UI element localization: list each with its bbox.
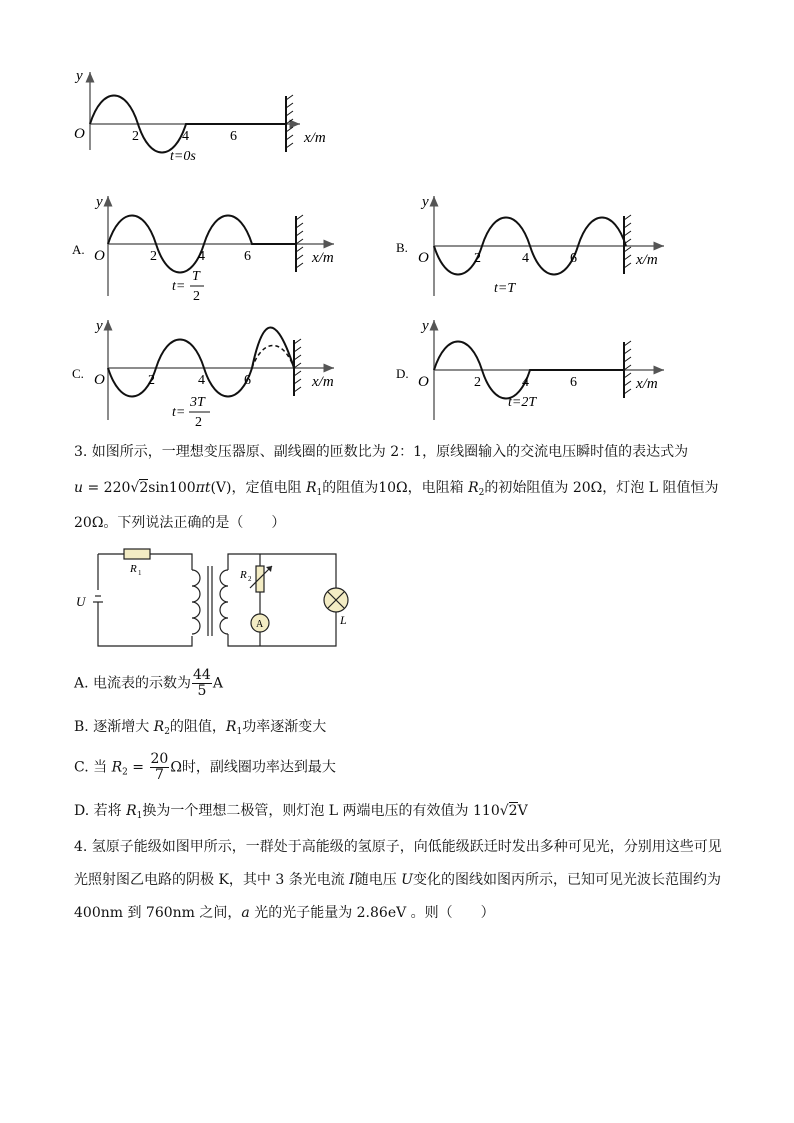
eq-amp: = 220 [83, 480, 131, 496]
opt-b-text-2: 的阻值， [169, 719, 226, 735]
figure-option-d [396, 318, 664, 420]
opt-a-num: 44 [193, 667, 211, 683]
q4-line-1 [74, 838, 722, 856]
opt-c-text-1: C. 当 [74, 759, 112, 776]
tick-2: 2 [474, 251, 481, 266]
opt-d-text-2: 换为一个理想二极管，则灯泡 L 两端电压的有效值为 110 [142, 803, 500, 819]
origin-label: O [94, 248, 105, 264]
tick-4: 4 [522, 251, 529, 266]
opt-d-rad: 2 [508, 803, 518, 819]
opt-a-text: A. 电流表的示数为 [74, 675, 192, 692]
axis-y-label: y [422, 318, 429, 334]
figure-option-b [396, 194, 664, 296]
q3-option-b: B. 逐渐增大 $R_2$的阻值，$R_1$功率逐渐变大 [74, 719, 327, 737]
wave-figures [0, 0, 794, 440]
r2-label: R [240, 569, 247, 581]
axis-y-label: y [96, 318, 103, 334]
axis-x-label: x/m [636, 376, 658, 392]
tick-6: 6 [230, 129, 237, 144]
opt-d-unit: V [517, 803, 528, 819]
q3-stem-1: 3. 如图所示，一理想变压器原、副线圈的匝数比为 2：1，原线圈输入的交流电压瞬时值的表达式为 [74, 444, 689, 460]
opt-b-text-3: 功率逐渐变大 [242, 719, 327, 735]
time-label: t=T [494, 281, 516, 296]
time-frac-den: 2 [195, 415, 202, 430]
tick-4: 4 [522, 375, 529, 390]
q4-line-2: 光照射图乙电路的阴极 K，其中 3 条光电流 I随电压 U变化的图线如图丙所示，已知可见光波长范围约为 [74, 872, 721, 888]
opt-a-unit: A [212, 675, 223, 692]
origin-label: O [418, 250, 429, 266]
opt-c-num: 20 [150, 751, 169, 767]
sqrt-2: 2 [139, 480, 149, 496]
option-label: C. [72, 366, 84, 381]
opt-c-den: 7 [154, 767, 164, 783]
time-prefix: t= [172, 405, 186, 420]
tick-6: 6 [570, 251, 577, 266]
tick-2: 2 [148, 373, 155, 388]
tick-6: 6 [244, 249, 251, 264]
tick-2: 2 [150, 249, 157, 264]
transformer-circuit [60, 540, 350, 660]
opt-d-text-1: D. 若将 [74, 803, 127, 819]
q3-line-2: u = 220√2sin100πt(V)，定值电阻 $R_1$的阻值为10Ω，电阻箱 $R_2$的初始阻值为 20Ω，灯泡 L 阻值恒为 [74, 480, 719, 498]
q4-stem-1: 4. 氢原子能级如图甲所示，一群处于高能级的氢原子，向低能级跃迁时发出多种可见光，分别用这些可见 [74, 839, 722, 855]
var-r1: R [305, 480, 317, 496]
q3-stem-3: 20Ω。下列说法正确的是（ ） [74, 515, 286, 531]
time-prefix: t= [172, 279, 186, 294]
q3-stem-2b: 的阻值为10Ω，电阻箱 [322, 480, 469, 496]
axis-y-label: y [96, 194, 103, 210]
time-frac-num: 3T [190, 395, 205, 410]
var-r1-sub: 1 [316, 488, 323, 498]
time-label: t=0s [170, 149, 196, 164]
tick-4: 4 [198, 373, 205, 388]
ammeter-label: A [256, 619, 264, 630]
tick-4: 4 [198, 249, 205, 264]
axis-x-label: x/m [312, 374, 334, 390]
eq-pit: πt [195, 480, 211, 496]
axis-x-label: x/m [636, 252, 658, 268]
q3-line-1 [74, 443, 688, 461]
eq-sin: sin100 [148, 480, 196, 496]
tick-2: 2 [474, 375, 481, 390]
figure-top [74, 68, 326, 164]
q4-line-3: 400nm 到 760nm 之间，a 光的光子能量为 2.86eV 。则（ ） [74, 905, 495, 921]
opt-a-den: 5 [197, 683, 207, 699]
opt-b-text-1: B. 逐渐增大 [74, 719, 154, 735]
q3-stem-2a: (V)，定值电阻 [210, 480, 306, 496]
time-frac-den: 2 [193, 289, 200, 304]
tick-6: 6 [244, 373, 251, 388]
r2-label-sub: 2 [248, 575, 252, 583]
q3-stem-2c: 的初始阻值为 20Ω，灯泡 L 阻值恒为 [484, 480, 719, 496]
axis-y-label: y [422, 194, 429, 210]
var-r2: R [468, 480, 479, 496]
origin-label: O [94, 372, 105, 388]
tick-6: 6 [570, 375, 577, 390]
time-frac-num: T [192, 269, 200, 284]
var-u: u [74, 480, 84, 496]
option-label: D. [396, 366, 409, 381]
axis-y-label: y [76, 68, 83, 84]
u-label: U [76, 594, 86, 609]
tick-2: 2 [132, 129, 139, 144]
option-label: A. [72, 242, 85, 257]
q3-option-d: D. 若将 $R_1$换为一个理想二极管，则灯泡 L 两端电压的有效值为 110√2V [74, 803, 528, 821]
time-label: t=2T [508, 395, 537, 410]
figure-option-c [72, 318, 334, 430]
origin-label: O [74, 126, 85, 142]
lamp-label: L [340, 613, 347, 627]
r1-label-sub: 1 [138, 569, 142, 577]
axis-x-label: x/m [304, 130, 326, 146]
opt-c-text-2: Ω时，副线圈功率达到最大 [170, 759, 336, 776]
origin-label: O [418, 374, 429, 390]
axis-x-label: x/m [312, 250, 334, 266]
q3-option-c: C. 当 $R_2$ = $\frac{20}{7}$ Ω时，副线圈功率达到最大 [74, 751, 336, 783]
var-r2-sub: 2 [478, 488, 485, 498]
figure-option-a [72, 194, 334, 304]
q3-line-3 [74, 514, 285, 532]
option-label: B. [396, 240, 408, 255]
tick-4: 4 [182, 129, 189, 144]
q3-option-a [74, 668, 223, 699]
r1-label: R [130, 563, 137, 575]
